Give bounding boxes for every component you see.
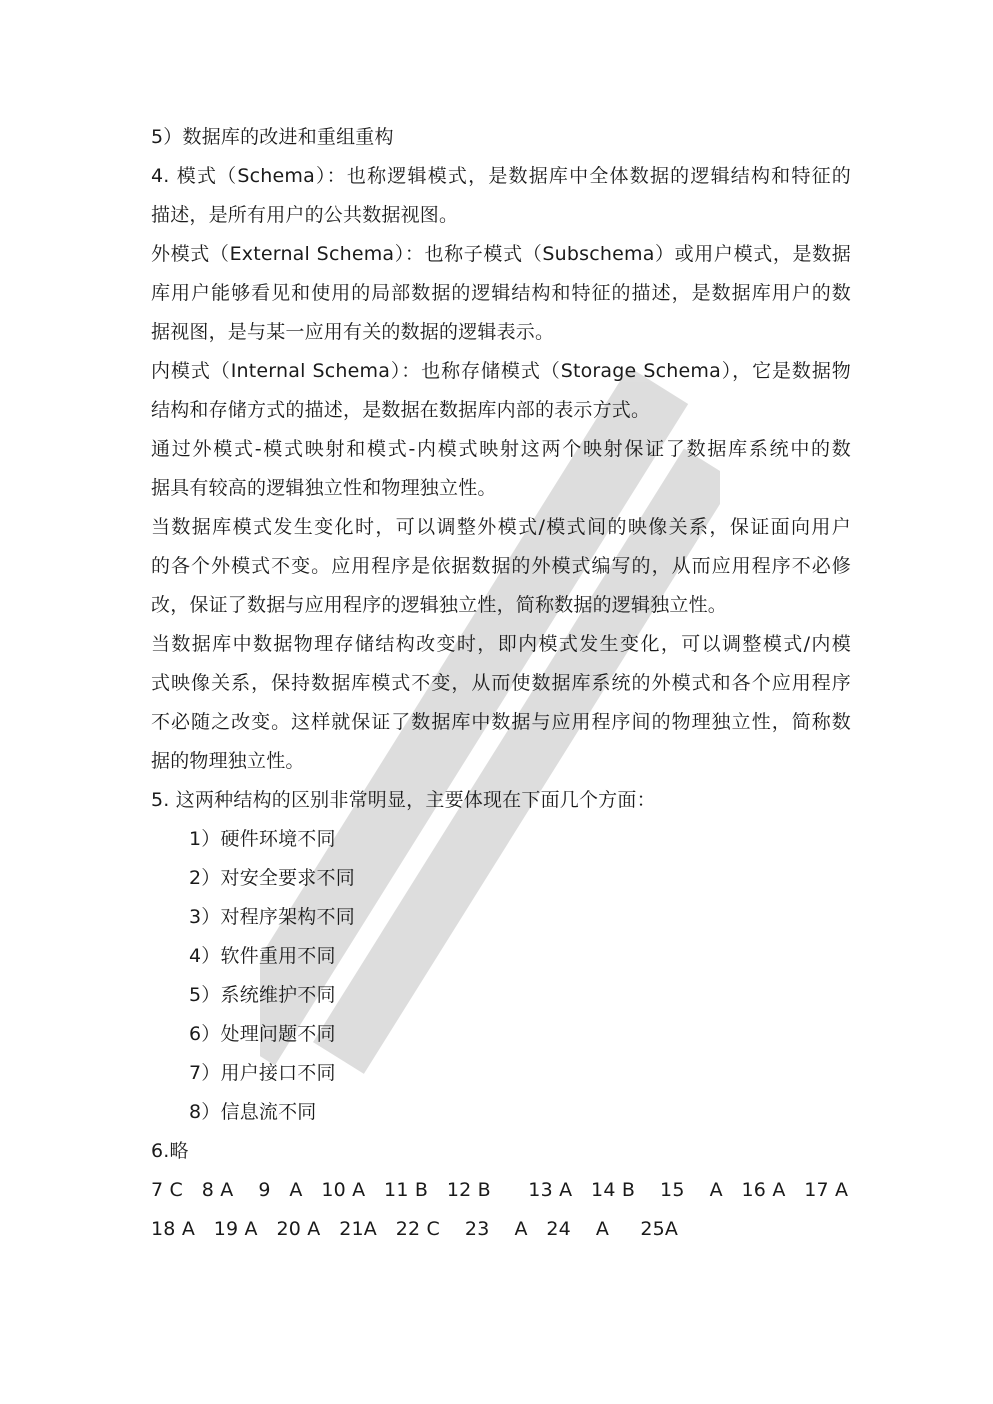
text-line: 当数据库模式发生变化时，可以调整外模式/模式间的映像关系，保证面向用户 — [151, 516, 851, 538]
text-line: 通过外模式-模式映射和模式-内模式映射这两个映射保证了数据库系统中的数 — [151, 438, 851, 460]
text-line: 据的物理独立性。 — [151, 750, 305, 772]
item-6: 6.略 — [151, 1140, 189, 1162]
text-line: 外模式（External Schema）：也称子模式（Subschema）或用户模式，是数据 — [151, 243, 851, 265]
text-line: 式映像关系，保持数据库模式不变，从而使数据库系统的外模式和各个应用程序 — [151, 672, 851, 694]
text-line: 结构和存储方式的描述，是数据在数据库内部的表示方式。 — [151, 399, 651, 421]
text-line: 不必随之改变。这样就保证了数据库中数据与应用程序间的物理独立性，简称数 — [151, 711, 851, 733]
list-item: 2）对安全要求不同 — [189, 867, 355, 889]
list-item: 3）对程序架构不同 — [189, 906, 355, 928]
answers-row-2: 18 A 19 A 20 A 21A 22 C 23 A 24 A 25A — [151, 1218, 679, 1240]
text-line: 改，保证了数据与应用程序的逻辑独立性，简称数据的逻辑独立性。 — [151, 594, 728, 616]
document-page — [151, 118, 851, 1249]
text-line: 5）数据库的改进和重组重构 — [151, 126, 394, 148]
text-line: 5. 这两种结构的区别非常明显，主要体现在下面几个方面： — [151, 789, 656, 811]
text-line: 内模式（Internal Schema）：也称存储模式（Storage Schema），它是数据物 — [151, 360, 851, 382]
text-line: 当数据库中数据物理存储结构改变时，即内模式发生变化，可以调整模式/内模 — [151, 633, 851, 655]
list-item: 7）用户接口不同 — [189, 1062, 336, 1084]
list-item: 6）处理问题不同 — [189, 1023, 336, 1045]
list-item: 8）信息流不同 — [189, 1101, 317, 1123]
text-line: 的各个外模式不变。应用程序是依据数据的外模式编写的，从而应用程序不必修 — [151, 555, 851, 577]
text-line: 4. 模式（Schema）：也称逻辑模式，是数据库中全体数据的逻辑结构和特征的 — [151, 165, 851, 187]
text-line: 描述，是所有用户的公共数据视图。 — [151, 204, 459, 226]
text-line: 据视图，是与某一应用有关的数据的逻辑表示。 — [151, 321, 555, 343]
list-item: 5）系统维护不同 — [189, 984, 336, 1006]
list-item: 1）硬件环境不同 — [189, 828, 336, 850]
text-line: 据具有较高的逻辑独立性和物理独立性。 — [151, 477, 497, 499]
answers-row-1: 7 C 8 A 9 A 10 A 11 B 12 B 13 A 14 B 15 A 16 A 17 A — [151, 1179, 849, 1201]
list-item: 4）软件重用不同 — [189, 945, 336, 967]
text-line: 库用户能够看见和使用的局部数据的逻辑结构和特征的描述，是数据库用户的数 — [151, 282, 851, 304]
